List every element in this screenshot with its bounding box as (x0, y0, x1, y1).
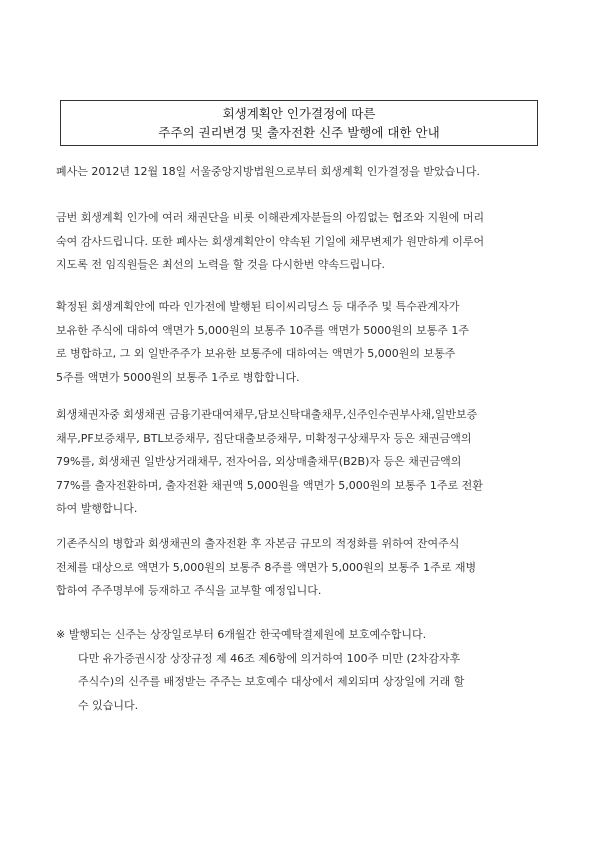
note-line: 수 있습니다. (78, 698, 139, 712)
paragraph-line: 77%를 출자전환하며, 출자전환 채권액 5,000원을 액면가 5,000원의 보통주 1주로 전환 (56, 478, 483, 492)
paragraph-line: 전체를 대상으로 액면가 5,000원의 보통주 8주를 액면가 5,000원의 보통주 1주로 재병 (56, 560, 477, 574)
title-line-2: 주주의 권리변경 및 출자전환 신주 발행에 대한 안내 (158, 125, 440, 140)
paragraph-line: 79%를, 회생채권 일반상거래채무, 전자어음, 외상매출채무(B2B)자 등은 채권금액의 (56, 455, 462, 468)
paragraph-approval (56, 160, 548, 184)
paragraph-line: 숙여 감사드립니다. 또한 폐사는 회생계획안이 약속된 기일에 채무변제가 원만하게 이루어 (56, 234, 485, 248)
paragraph-line: 로 병합하고, 그 외 일반주주가 보유한 보통주에 대하여는 액면가 5,000원의 보통주 (56, 347, 456, 360)
paragraph-line: 보유한 주식에 대하여 액면가 5,000원의 보통주 10주를 액면가 5000원의 보통주 1주 (56, 323, 469, 337)
paragraph-line: 기존주식의 병합과 회생채권의 출자전환 후 자본금 규모의 적정화를 위하여 잔여주식 (56, 537, 460, 550)
paragraph-line: 하여 발행합니다. (56, 502, 138, 515)
paragraph-line: 회생채권자중 회생채권 금융기관대여채무,담보신탁대출채무,신주인수권부사채,일반보증 (56, 408, 478, 421)
title-line-1: 회생계획안 인가결정에 따른 (222, 106, 376, 121)
note-line: 다만 유가증권시장 상장규정 제 46조 제6항에 의거하여 100주 미만 (2차감자후 (78, 651, 461, 665)
paragraph-line: 폐사는 2012년 12월 18일 서울중앙지방법원으로부터 회생계획 인가결정을 받았습니다. (56, 165, 480, 178)
paragraph-line: 5주를 액면가 5000원의 보통주 1주로 병합합니다. (56, 370, 300, 384)
paragraph-thanks (56, 206, 548, 277)
paragraph-line: 합하여 주주명부에 등재하고 주식을 교부할 예정입니다. (56, 584, 322, 597)
note-block (56, 623, 548, 717)
note-line: 주식수)의 신주를 배정받는 주주는 보호예수 대상에서 제외되며 상장일에 거래 할 (78, 675, 465, 688)
paragraph-line: 금번 회생계획 인가에 여러 채권단을 비롯 이해관계자분들의 아낌없는 협조와 지원에 머리 (56, 211, 485, 224)
note-line: ※ 발행되는 신주는 상장일로부터 6개월간 한국예탁결제원에 보호예수합니다. (56, 628, 427, 641)
paragraph-debt-conversion (56, 403, 548, 521)
paragraph-line: 지도록 전 임직원들은 최선의 노력을 할 것을 다시한번 약속드립니다. (56, 258, 385, 271)
paragraph-line: 확정된 회생계획안에 따라 인가전에 발행된 티이씨리딩스 등 대주주 및 특수관계자가 (56, 300, 460, 313)
paragraph-line: 채무,PF보증채무, BTL보증채무, 집단대출보증채무, 미확정구상채무자 등은 채권금액의 (56, 431, 472, 445)
title-box (60, 100, 538, 146)
paragraph-share-merge (56, 295, 548, 389)
paragraph-remerge (56, 532, 548, 603)
